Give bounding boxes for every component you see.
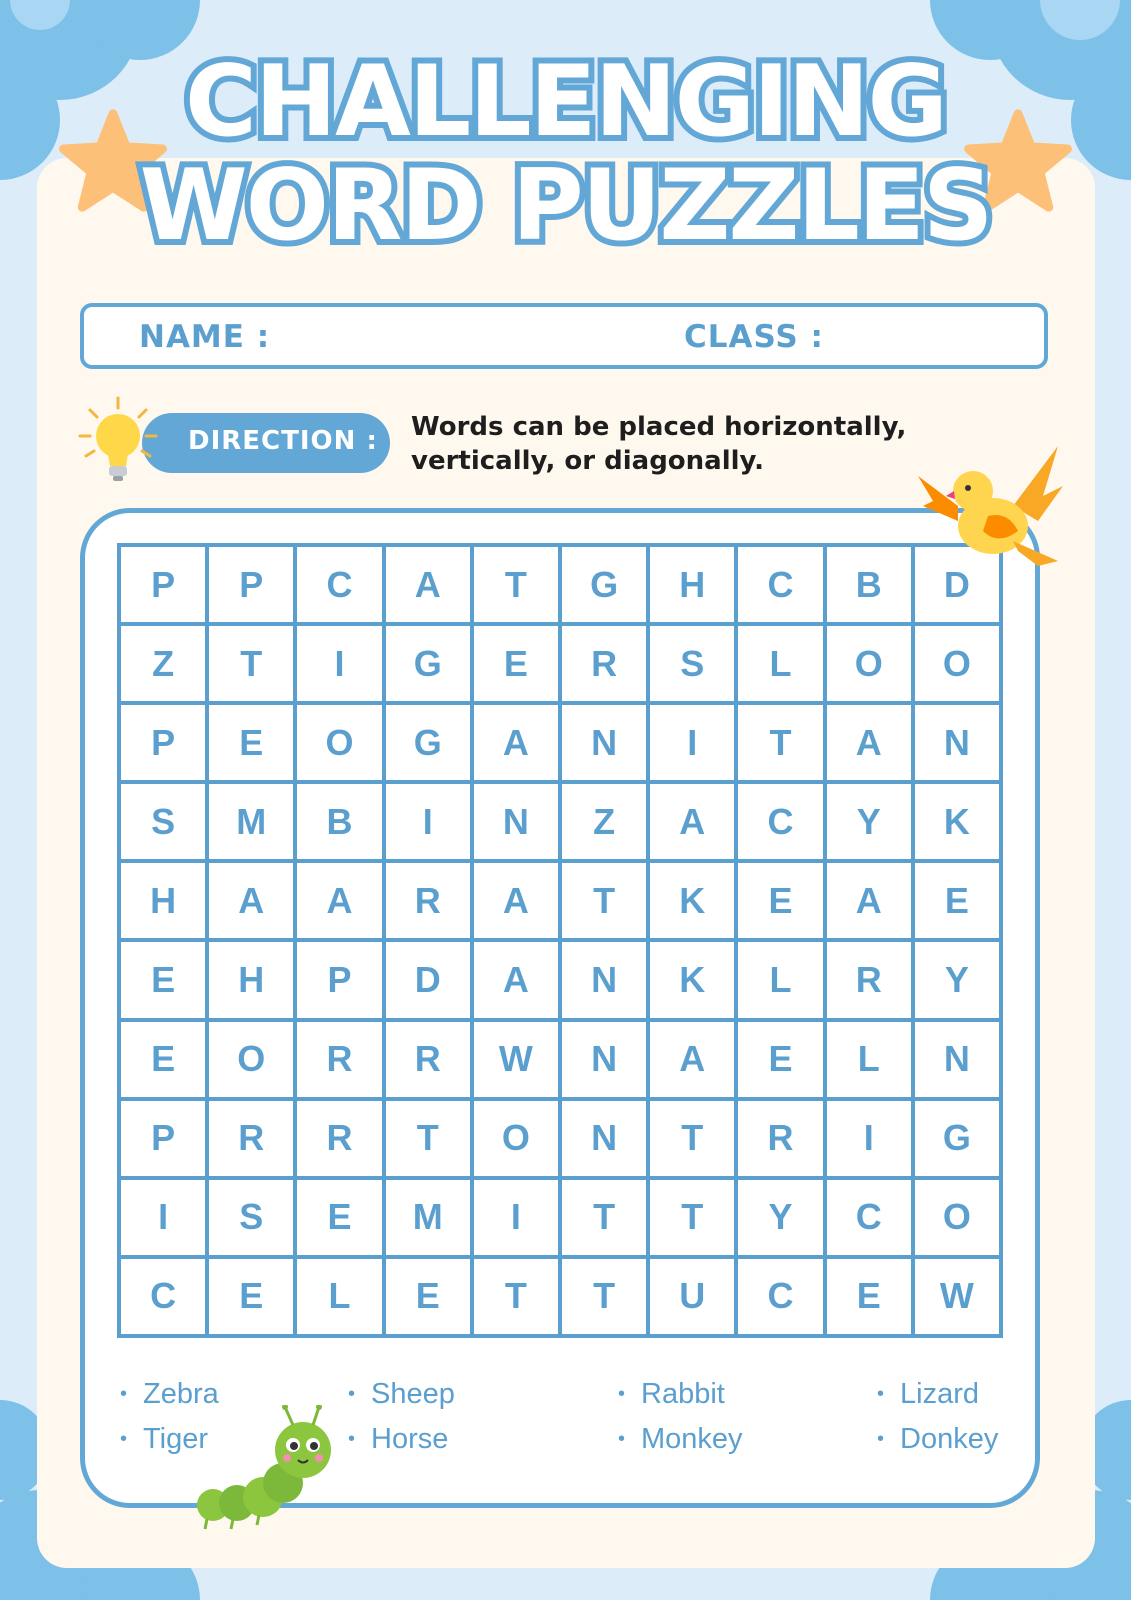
grid-cell[interactable]: E <box>295 1178 383 1257</box>
grid-cell[interactable]: N <box>913 1020 1001 1099</box>
grid-cell[interactable]: E <box>736 1020 824 1099</box>
grid-cell[interactable]: G <box>384 703 472 782</box>
grid-cell[interactable]: A <box>472 940 560 1019</box>
grid-cell[interactable]: I <box>295 624 383 703</box>
grid-cell[interactable]: C <box>119 1257 207 1336</box>
direction-label: DIRECTION : <box>188 426 378 456</box>
grid-cell[interactable]: W <box>913 1257 1001 1336</box>
grid-cell[interactable]: N <box>560 703 648 782</box>
title-line-2: WORD PUZZLES <box>139 149 992 263</box>
grid-cell[interactable]: N <box>560 1020 648 1099</box>
grid-cell[interactable]: R <box>295 1020 383 1099</box>
grid-cell[interactable]: O <box>472 1099 560 1178</box>
grid-cell[interactable]: Y <box>736 1178 824 1257</box>
grid-cell[interactable]: B <box>825 545 913 624</box>
grid-cell[interactable]: E <box>119 940 207 1019</box>
grid-cell[interactable]: T <box>207 624 295 703</box>
word-item: • Tiger <box>120 1417 219 1462</box>
grid-cell[interactable]: R <box>384 1020 472 1099</box>
grid-cell[interactable]: H <box>207 940 295 1019</box>
grid-cell[interactable]: R <box>295 1099 383 1178</box>
grid-cell[interactable]: K <box>648 940 736 1019</box>
grid-cell[interactable]: I <box>119 1178 207 1257</box>
grid-cell[interactable]: R <box>384 861 472 940</box>
grid-cell[interactable]: D <box>384 940 472 1019</box>
grid-cell[interactable]: R <box>560 624 648 703</box>
grid-cell[interactable]: Z <box>119 624 207 703</box>
grid-cell[interactable]: M <box>384 1178 472 1257</box>
grid-cell[interactable]: E <box>825 1257 913 1336</box>
grid-cell[interactable]: T <box>560 1178 648 1257</box>
grid-cell[interactable]: L <box>736 624 824 703</box>
grid-cell[interactable]: H <box>648 545 736 624</box>
name-class-box[interactable] <box>80 303 1048 369</box>
grid-cell[interactable]: A <box>472 703 560 782</box>
grid-cell[interactable]: N <box>560 1099 648 1178</box>
grid-cell[interactable]: T <box>648 1178 736 1257</box>
grid-cell[interactable]: N <box>913 703 1001 782</box>
grid-cell[interactable]: L <box>295 1257 383 1336</box>
bird-icon <box>918 446 1063 581</box>
grid-cell[interactable]: I <box>384 782 472 861</box>
word-item: • Lizard <box>877 1372 998 1417</box>
grid-cell[interactable]: T <box>384 1099 472 1178</box>
grid-cell[interactable]: I <box>472 1178 560 1257</box>
grid-cell[interactable]: L <box>825 1020 913 1099</box>
word-column-4 <box>877 1372 998 1462</box>
grid-cell[interactable]: E <box>207 1257 295 1336</box>
grid-cell[interactable]: G <box>560 545 648 624</box>
grid-cell[interactable]: A <box>207 861 295 940</box>
grid-cell[interactable]: P <box>295 940 383 1019</box>
grid-cell[interactable]: A <box>825 703 913 782</box>
class-label: CLASS : <box>684 319 824 355</box>
word-item: • Sheep <box>348 1372 455 1417</box>
grid-cell[interactable]: Z <box>560 782 648 861</box>
grid-cell[interactable]: E <box>207 703 295 782</box>
grid-cell[interactable]: O <box>295 703 383 782</box>
direction-badge <box>142 413 390 473</box>
grid-cell[interactable]: C <box>825 1178 913 1257</box>
grid-cell[interactable]: R <box>736 1099 824 1178</box>
grid-cell[interactable]: I <box>648 703 736 782</box>
grid-cell[interactable]: T <box>472 1257 560 1336</box>
grid-cell[interactable]: Y <box>913 940 1001 1019</box>
word-column-2 <box>348 1372 455 1462</box>
grid-cell[interactable]: T <box>648 1099 736 1178</box>
grid-cell[interactable]: S <box>207 1178 295 1257</box>
grid-cell[interactable]: R <box>207 1099 295 1178</box>
grid-cell[interactable]: O <box>207 1020 295 1099</box>
grid-cell[interactable]: E <box>384 1257 472 1336</box>
grid-cell[interactable]: U <box>648 1257 736 1336</box>
grid-cell[interactable]: C <box>736 1257 824 1336</box>
grid-cell[interactable]: O <box>825 624 913 703</box>
grid-cell[interactable]: P <box>119 545 207 624</box>
word-column-3 <box>618 1372 743 1462</box>
caterpillar-icon <box>195 1405 335 1535</box>
grid-cell[interactable]: T <box>736 703 824 782</box>
grid-cell[interactable]: G <box>384 624 472 703</box>
grid-cell[interactable]: O <box>913 624 1001 703</box>
grid-cell[interactable]: P <box>119 1099 207 1178</box>
grid-cell[interactable]: N <box>560 940 648 1019</box>
grid-cell[interactable]: H <box>119 861 207 940</box>
grid-cell[interactable]: S <box>648 624 736 703</box>
grid-cell[interactable]: L <box>736 940 824 1019</box>
grid-cell[interactable]: S <box>119 782 207 861</box>
grid-cell[interactable]: A <box>825 861 913 940</box>
grid-cell[interactable]: E <box>119 1020 207 1099</box>
grid-cell[interactable]: P <box>119 703 207 782</box>
grid-cell[interactable]: A <box>384 545 472 624</box>
direction-text: Words can be placed horizontally, vertically, or diagonally. <box>411 412 907 476</box>
grid-cell[interactable]: D <box>913 545 1001 624</box>
grid-cell[interactable]: K <box>913 782 1001 861</box>
grid-cell[interactable]: C <box>736 782 824 861</box>
grid-cell[interactable]: A <box>472 861 560 940</box>
word-item: • Horse <box>348 1417 455 1462</box>
grid-cell[interactable]: T <box>472 545 560 624</box>
grid-cell[interactable]: B <box>295 782 383 861</box>
grid-cell[interactable]: E <box>736 861 824 940</box>
grid-cell[interactable]: A <box>648 782 736 861</box>
grid-cell[interactable]: W <box>472 1020 560 1099</box>
grid-cell[interactable]: A <box>648 1020 736 1099</box>
letter-grid <box>117 543 1003 1338</box>
grid-cell[interactable]: O <box>913 1178 1001 1257</box>
word-item: • Zebra <box>120 1372 219 1417</box>
grid-cell[interactable]: G <box>913 1099 1001 1178</box>
grid-cell[interactable]: E <box>913 861 1001 940</box>
page-title <box>0 45 1131 263</box>
grid-cell[interactable]: M <box>207 782 295 861</box>
grid-cell[interactable]: E <box>472 624 560 703</box>
name-label: NAME : <box>139 319 271 355</box>
grid-cell[interactable]: I <box>825 1099 913 1178</box>
grid-cell[interactable]: C <box>736 545 824 624</box>
grid-cell[interactable]: R <box>825 940 913 1019</box>
grid-cell[interactable]: A <box>295 861 383 940</box>
grid-cell[interactable]: Y <box>825 782 913 861</box>
grid-cell[interactable]: P <box>207 545 295 624</box>
grid-cell[interactable]: T <box>560 861 648 940</box>
grid-cell[interactable]: C <box>295 545 383 624</box>
word-item: • Monkey <box>618 1417 743 1462</box>
grid-cell[interactable]: N <box>472 782 560 861</box>
grid-cell[interactable]: K <box>648 861 736 940</box>
lightbulb-icon <box>78 396 158 486</box>
word-item: • Donkey <box>877 1417 998 1462</box>
word-item: • Rabbit <box>618 1372 743 1417</box>
grid-cell[interactable]: T <box>560 1257 648 1336</box>
title-line-1: CHALLENGING <box>185 45 946 159</box>
